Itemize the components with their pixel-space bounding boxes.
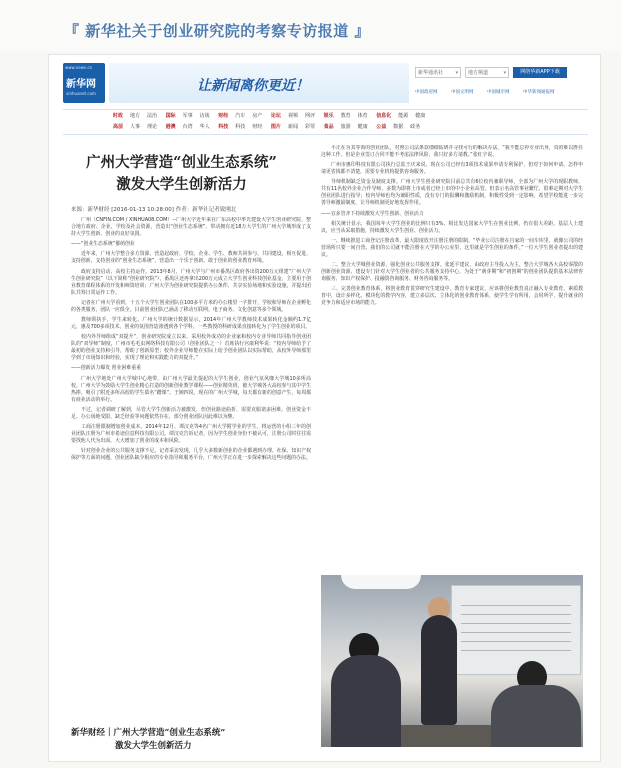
nav-item[interactable]: 信息化 [376,113,392,119]
nav-item[interactable]: 地方 [130,113,141,119]
article-paragraph: 一、继续推进工商登记注册改革，最大限度放开注册注册的限制。“毕业公司注册在自家的一间车库里，就像公司的经营场所只要一间自营。我们的公司就不能注册在大学的办公室里，这里就是学生创业的条件。”一位大学生创业者提出的建议。 [321,237,583,258]
xinhua-logo[interactable] [63,63,105,103]
nav-item[interactable]: 人事 [130,124,141,130]
nav-item[interactable]: 视频 [287,113,298,119]
nav-item[interactable]: 财经 [252,124,263,130]
article-paragraph: 记者在广州大学看到，十五个大学生创业团队在100多平方米的办公楼里一字排开，学校和导师在企业孵化的各类服务，团队一应俱全。目前创业团队已涵盖了移动互联网、电子商务、文化创意等多个领域。 [71,299,311,313]
nav-item[interactable]: 旅游 [340,124,351,130]
footer-line1: 新华财经｜广州大学营造“创业生态系统” [71,728,226,738]
chevron-down-icon: ▾ [503,70,506,76]
xinhua-header [63,63,588,105]
article-paragraph: ——宜多管齐下持续激发大学生创新、创业活力 [321,210,424,217]
article-paragraph: 二、整合大学城创业资源，强化创业公共服务支撑。张延平建议，由政府主导投入为主，整合大学城各大高校零散的创新创业资源，建设专门针对大学生创业者的公共服务支持中心，为处于“萌芽期”和“初创期”的创业团队提供基本法律咨询服务、知识产权保护、投融资咨询服务、财务咨询服务等。 [321,262,583,283]
nav-item[interactable]: 图片 [270,124,281,130]
nav-item[interactable]: 科技 [235,124,246,130]
site-slogan: 让新闻离你更近！ [197,78,309,94]
nav-item[interactable]: 军事 [182,113,193,119]
nav-item[interactable]: 访谈 [199,113,210,119]
agency-select[interactable] [415,67,461,78]
footer-line2: 激发大学生创新活力 [115,741,192,751]
article-title-line1: 广州大学营造“创业生态系统” [86,154,277,171]
region-select-value: 地方频道 [468,70,489,76]
footer-caption [71,727,225,753]
article-paragraph: 政府支持启动，高校主持运作。2013年8月，广州大学与广州市番禺区政府各出资200万元组建“广州大学生创业研究院”（以下简称“创业研究院”），番禺区还再拿出200万元成立大学生创业科技创业基金，主要用于创业教育课程体系的开发和师资培训；广州大学为创业研究院提供办公条件，共享实验场地和实验设施，并提出团队共筹日常运作工作。 [71,268,311,296]
report-banner [0,0,621,52]
nav-item[interactable]: 娱乐 [323,113,334,119]
nav-item[interactable]: 华人 [199,124,210,130]
banner-title: 『 新华社关于创业研究院的考察专访报道 』 [64,22,370,40]
logo-text: 新华网 [66,79,96,90]
article-paragraph: 工商注册限制增加创业成本。2014年12月，谭汉克等4名广州大学附学业的学生，将运营的小组三年的创业团队注册为广州市希途信息科技有限公司。谭汉克告诉记者，因为学生创业身份不被认可，注册公司时往往需要找他人代为出面，大大增加了创业的成本和风险。 [71,423,311,444]
article-paragraph: 导师机制缺乏资金及制度支撑。广州大学生创业研究院目前总共有6位校内兼职导师，全部为广州大学的现职教师，共有11名校外企业合作导师，多数为即将上市或者已经上市的中小企业高管。但表示名高管事业繁忙，很难定期对大学生创业团队进行指导；校内导师也均为兼职性质，没有专门的报酬和激励机制，积极性受到一定影响，希望学校能进一步完善导师激励制度，让导师机制更好地发挥作用。 [321,179,583,207]
nav-item[interactable]: 网评 [304,113,315,119]
article-paragraph: 广州市惠印科技有限公司执行总监王庆来说，现在公司已经有3项技术成果申请专利保护，但对于如何申请、怎样申请更省钱都不清楚，需要专业机构提供咨询服务。 [321,162,583,176]
article-left-column [71,217,311,739]
nav-item[interactable]: 台湾 [182,124,193,130]
article-paragraph: ——创新活力爆发 创业困难重重 [71,365,142,372]
nav-item[interactable]: 汽车 [235,113,246,119]
article-paragraph: 教师领执手，学生来转化。广州大学的统计数据显示，2014年广州大学教师技术成果转化金额约1.7亿元，惠及700多项技术，创业的氛围营造渗透到各个学科，一些教授的科研成果直接转化为了学生创业的项目。 [71,316,311,330]
app-download-button[interactable]: 网络华新APP下载 [513,67,567,78]
agency-select-value: 新华通讯社 [418,70,444,76]
newspaper-page [48,54,601,762]
link-city[interactable]: 中国城市网 [487,90,510,95]
student [331,655,401,747]
nav-item[interactable]: 政务 [410,124,421,130]
link-news[interactable]: 中华新闻通报网 [523,90,555,95]
nav-item[interactable]: 公益 [376,124,387,130]
main-nav [63,109,588,135]
nav-item[interactable]: 财经 [218,113,229,119]
nav-item[interactable]: 彩票 [304,124,315,130]
article-paragraph: 广州（CNFIN.COM / XINHUA08.COM）--广州大学近年来在广东高校中率先建设大学生创业研究院，整合地方政府、企业、学校及社会资源，营造出“创业生态系统”，带动拥有近18万大学生的广州大学城形成了支持大学生创新、创业的良好氛围。 [71,217,311,237]
article-right-column [321,145,583,573]
nav-item[interactable]: 数据 [393,124,404,130]
slogan-band [109,63,409,103]
article-paragraph: 平正在为其等领的创业团队，对照公司法条款细细钻研并寻找可行的解决办法，“我不能总停专业出身，真的难以胜任这种工作。但是企业签订合同不能不考虑法律风险，我只好多方请教。”张红宇说。 [321,145,583,158]
article-paragraph: 针对创业企业的公共服务支撑不足。记者采访发现，几乎大多数新创业的企业都遇到办理、社保、知识产权保护等方面的问题，创业团队缺少相应的专业指导和服务平台，广州大学正在进一步探索解决这些问题的办法。 [71,448,311,462]
article-title-line2: 激发大学生创新活力 [116,176,247,193]
nav-item[interactable]: 教育 [340,113,351,119]
nav-item[interactable]: 房产 [252,113,263,119]
nav-item[interactable]: 新闻 [287,124,298,130]
header-controls [415,67,588,101]
nav-item[interactable]: 能源 [398,113,409,119]
article-paragraph: 近年来，广州大学整合多方资源，营造起政府、学校、企业、学生、教师共同参与、共同建设、相互促进、支持创新、支持创业的“创业生态系统”，营造出一个乐于创新、敢于创业的创业教育环境。 [71,251,311,265]
nav-item[interactable]: 国际 [165,113,176,119]
nav-item[interactable]: 健康 [357,124,368,130]
presenter [421,615,457,725]
logo-sub: xinhuanet.com [66,91,96,96]
nav-item[interactable]: 法治 [147,113,158,119]
article-paragraph: 广州大学地处广州大学城中心地带，由广州大学最先提起的大学生创业，创业气氛风靡大学城10多所高校。广州大学为鼓励大学生创业精心打造的创新创业教学课程——创业精英班，被大学城各大高校参与其中学生热捧，吸引了附近多所高校的学生慕名“蹭课”。王婉四说，现在的广州大学城，每天都有新的创意产生，每周都有商业活动的举行。 [71,375,311,403]
nav-item[interactable]: 理论 [147,124,158,130]
article-paragraph: 相关统计显示，我国每年大学生创业的比例只有3%，相比发达国家大学生在创业比例，仍有很大差距。基层人士建议，应当从采取措施，持续激发大学生创业、创业活力。 [321,220,583,234]
classroom-photo [321,575,583,747]
article-paragraph: 三、完善创业教育体系，将创业教育贯穿研究生建设中。教育专家建议，应该将创业教育真正融入专业教育，素质教育中，设计多样化、模块化的教学内容，建立多层次、立体化的创业教育体系，使学生学有所用，会用所学，提升就业的竞争力和适应市场的能力。 [321,286,583,307]
nav-item[interactable]: 食品 [323,124,334,130]
article-paragraph: ——“创业生态系统”催萌创业 [71,241,135,248]
link-gov[interactable]: 中国政府网 [415,90,438,95]
link-civil[interactable]: 中国文明网 [451,90,474,95]
article-paragraph: 校内外导师组成“双提升”，创业研究院成立以来，采用校外成功的企业家和校内专业导师共同指导创业团队的“双导师”制度，广州市毛毛虫网络科技有限公司（创业团队之一）首席执行官康利华说：“校内导师给予了最初的创业支持和引导，帮助了创新原型；校外企业导师能在实际上给予创业团队以实际帮助，从校外导师那里学到了市场知识和经验，实现了理论和实践能力的双提升。” [71,334,311,362]
nav-item[interactable]: 科技 [218,124,229,130]
nav-row-2 [113,123,427,135]
region-select[interactable] [465,67,509,78]
chevron-down-icon: ▾ [455,70,458,76]
ceiling-lamp [341,575,421,589]
article-paragraph: 不过，记者调研了解到，尽管大学生创新活力被激发，但创业路途曲折，需要克服诸多困难。创业资金不足、办公场地受限、缺乏经验等问题依然存在，部分创业团队因此难以为继。 [71,406,311,420]
nav-item[interactable]: 健康 [415,113,426,119]
nav-item[interactable]: 时政 [113,113,124,119]
logo-url: www.news.cn [65,65,93,70]
nav-item[interactable]: 高层 [113,124,124,130]
article-meta: 来源：新华财经 [2016-01-13 10:28:00] 作者：新华社记者致刚北 [71,207,237,213]
nav-item[interactable]: 港澳 [165,124,176,130]
nav-item[interactable]: 体育 [357,113,368,119]
nav-item[interactable]: 论坛 [270,113,281,119]
whiteboard-writing [461,597,571,657]
student [491,685,581,747]
